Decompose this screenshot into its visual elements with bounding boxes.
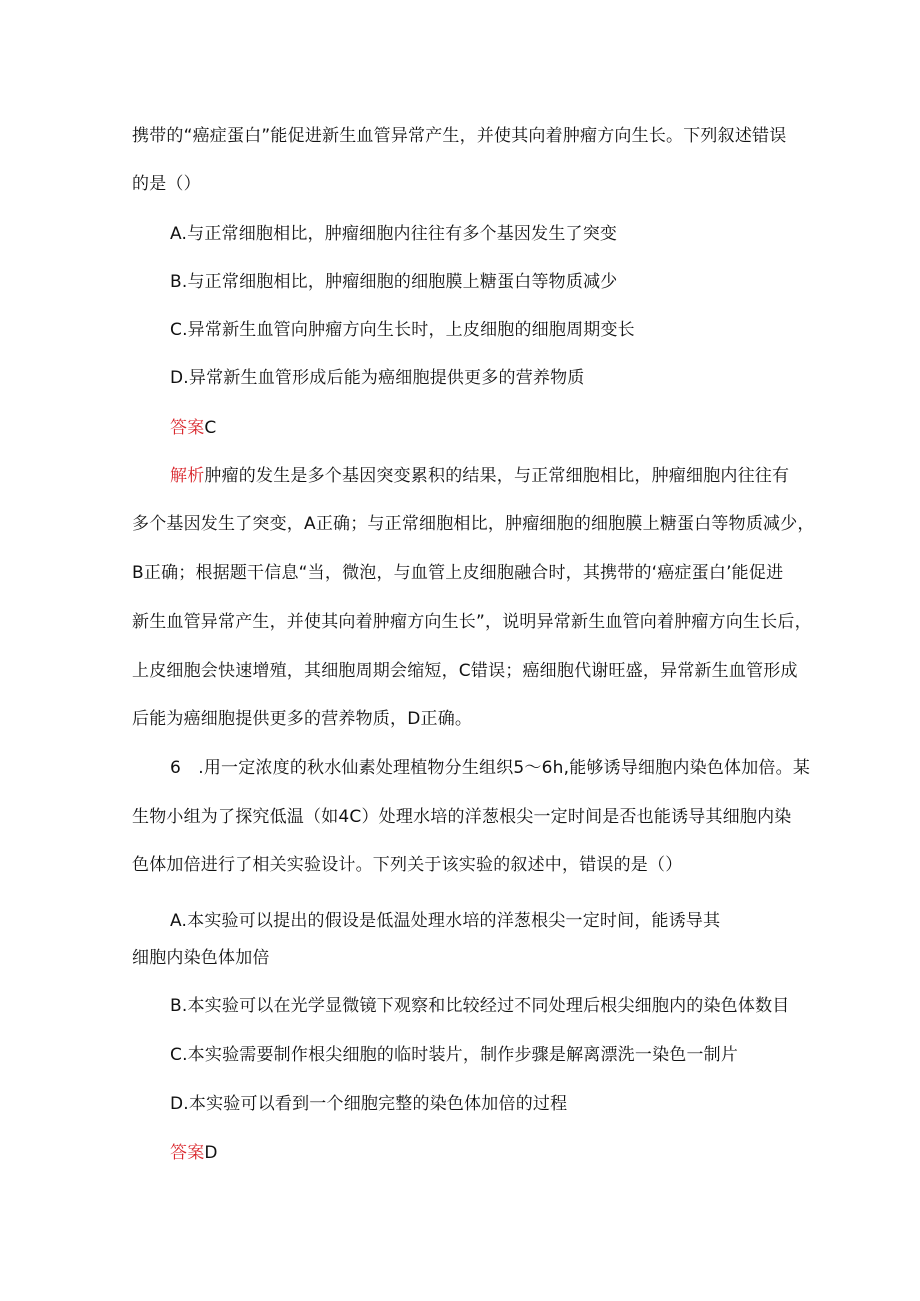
question-5-explanation-line-5: 上皮细胞会快速增殖，其细胞周期会缩短，C错误；癌细胞代谢旺盛，异常新生血管形成	[132, 661, 798, 681]
answer-label: 答案	[170, 1143, 205, 1163]
question-5-option-a: A.与正常细胞相比，肿瘤细胞内往往有多个基因发生了突变	[170, 224, 618, 244]
question-6-option-d: D.本实验可以看到一个细胞完整的染色体加倍的过程	[170, 1094, 568, 1114]
question-5-stem-line-1: 携带的“癌症蛋白”能促进新生血管异常产生，并使其向着肿瘤方向生长。下列叙述错误	[132, 126, 787, 146]
question-6-option-a-line-1: A.本实验可以提出的假设是低温处理水培的洋葱根尖一定时间，能诱导其	[170, 911, 721, 931]
explanation-text: 肿瘤的发生是多个基因突变累积的结果，与正常细胞相比，肿瘤细胞内往往有	[204, 466, 790, 486]
question-6-stem-line-2: 生物小组为了探究低温（如4C）处理水培的洋葱根尖一定时间是否也能诱导其细胞内染	[132, 807, 792, 827]
answer-label: 答案	[170, 418, 205, 438]
question-5-option-d: D.异常新生血管形成后能为癌细胞提供更多的营养物质	[170, 368, 585, 388]
question-5-option-c: C.异常新生血管向肿瘤方向生长时，上皮细胞的细胞周期变长	[170, 320, 635, 340]
answer-value: C	[204, 418, 217, 438]
answer-value: D	[204, 1143, 218, 1163]
question-5-explanation-line-6: 后能为癌细胞提供更多的营养物质，D正确。	[132, 709, 473, 729]
question-5-option-b: B.与正常细胞相比，肿瘤细胞的细胞膜上糖蛋白等物质减少	[170, 272, 618, 292]
question-5-answer	[170, 416, 216, 440]
question-6-option-a-line-2: 细胞内染色体加倍	[132, 948, 270, 968]
question-6-stem-line-1: 6 .用一定浓度的秋水仙素处理植物分生组织5～6h,能够诱导细胞内染色体加倍。某	[170, 758, 811, 778]
question-5-explanation-line-3: B正确；根据题干信息“当，微泡，与血管上皮细胞融合时，其携带的‘癌症蛋白’能促进	[132, 563, 784, 583]
question-6-answer	[170, 1141, 218, 1165]
question-5-explanation-line-2: 多个基因发生了突变，A正确；与正常细胞相比，肿瘤细胞的细胞膜上糖蛋白等物质减少，	[132, 514, 815, 534]
question-5-explanation-line-4: 新生血管异常产生，并使其向着肿瘤方向生长”，说明异常新生血管向着肿瘤方向生长后，	[132, 612, 812, 632]
question-5-stem-line-2: 的是（）	[132, 174, 201, 194]
question-6-stem-line-3: 色体加倍进行了相关实验设计。下列关于该实验的叙述中，错误的是（）	[132, 855, 683, 875]
question-5-explanation-line-1	[170, 464, 789, 488]
question-6-option-b: B.本实验可以在光学显微镜下观察和比较经过不同处理后根尖细胞内的染色体数目	[170, 996, 790, 1016]
question-6-option-c: C.本实验需要制作根尖细胞的临时装片，制作步骤是解离漂洗一染色一制片	[170, 1045, 739, 1065]
explanation-label: 解析	[170, 466, 205, 486]
